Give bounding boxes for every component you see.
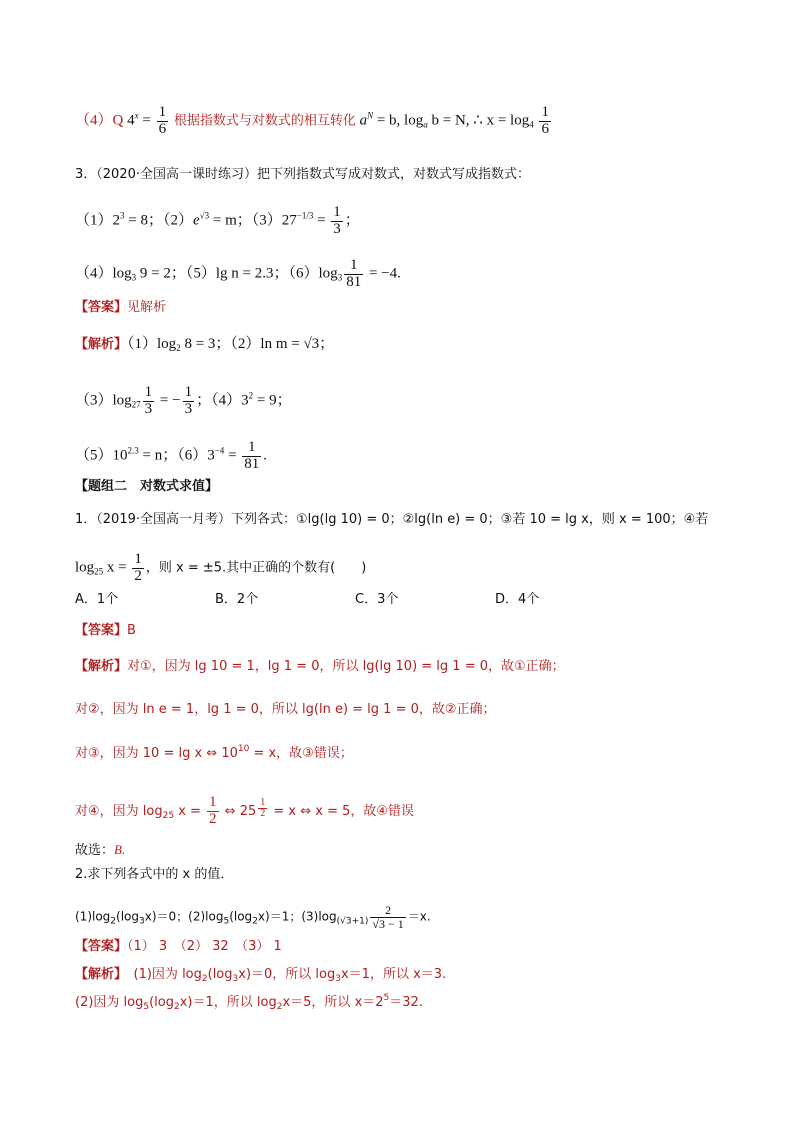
answer-tag: 【答案】 [75, 939, 128, 954]
option-b[interactable]: B．2个 [215, 592, 259, 607]
explanation-text: 根据指数式与对数式的相互转化 [173, 113, 356, 129]
q2-answer [75, 940, 282, 953]
sub: 2 [110, 916, 117, 927]
text: 8 = 3；（2）ln m = √3； [180, 336, 335, 352]
text: ＝32. [389, 995, 423, 1010]
answer-text: 见解析 [127, 300, 167, 315]
text: x)＝1；(3)log [257, 909, 337, 924]
exp: −1/3 [296, 210, 314, 221]
denominator: 81 [244, 455, 260, 472]
choice-label: 故选： [75, 843, 115, 858]
q3-analysis-2 [75, 385, 292, 418]
fraction [132, 552, 144, 585]
text: (1)log [75, 909, 111, 924]
fraction [344, 258, 363, 291]
text: （5）10 [75, 447, 128, 464]
sub: 25 [94, 566, 104, 577]
denominator: 81 [346, 273, 362, 290]
end: . [263, 447, 268, 464]
q1-stem-2 [75, 552, 366, 585]
numerator: 1 [349, 257, 358, 273]
denominator: 2 [134, 567, 142, 584]
text: log [75, 559, 95, 576]
answer-text: （1） 3 （2） 32 （3） 1 [127, 939, 282, 954]
q2-parts [75, 904, 431, 930]
analysis-tag: 【解析】 [75, 967, 121, 982]
text: x)＝0，所以 log [238, 967, 336, 982]
text: 对③，因为 10 = lg x ⇔ 10 [75, 746, 238, 761]
q2-analysis-1 [75, 968, 446, 984]
numerator: 1 [184, 384, 193, 400]
fraction [183, 385, 195, 418]
sub: 2 [174, 1002, 180, 1012]
exp: 5 [383, 993, 390, 1003]
text: (2)因为 log [75, 995, 144, 1010]
q1-stem-1: 1．（2019·全国高一月考）下列各式：①lg(lg 10) = 0；②lg(ln e) = 0；③若 10 = lg x，则 x = 100；④若 [75, 512, 709, 527]
rule-text: = b, log [373, 112, 424, 129]
fraction [143, 385, 155, 418]
exp: −4 [214, 445, 225, 456]
text: x＝5，所以 x＝2 [282, 995, 384, 1010]
text: x)＝0；(2)log [144, 909, 224, 924]
fraction [242, 440, 261, 473]
q1-analysis-3 [75, 745, 353, 760]
numerator: 1 [260, 796, 266, 808]
q1-analysis-2: 对②，因为 ln e = 1，lg 1 = 0，所以 lg(ln e) = lg 1 = 0，故②正确； [75, 702, 496, 717]
rule-sub: a [423, 119, 428, 130]
numerator: 1 [144, 384, 153, 400]
part-b-rest: = m；（3）27 [209, 212, 297, 229]
fraction [207, 795, 219, 828]
denominator: 3 [144, 400, 153, 417]
sub: 3 [335, 974, 341, 984]
exp: 2.3 [127, 445, 139, 456]
sub: 3 [232, 974, 239, 984]
rule-tail: b = N, ∴ x = log [427, 112, 530, 129]
denominator: √3 − 1 [372, 916, 404, 931]
exp: 10 [237, 744, 250, 754]
sub: 27 [131, 399, 141, 410]
q2-4-line [75, 105, 553, 138]
fraction [331, 205, 343, 238]
sub: 25 [162, 810, 175, 821]
part-a-rest: = 8；（2） [124, 212, 193, 229]
sub: 2 [276, 1002, 283, 1012]
denominator: 6 [158, 120, 167, 137]
q3-line2 [75, 258, 401, 291]
numerator: 1 [209, 794, 217, 810]
q3-line1 [75, 205, 360, 238]
denominator: 2 [260, 808, 266, 820]
text: x = [103, 559, 131, 576]
exponent: x [134, 110, 139, 121]
numerator: 1 [541, 104, 549, 120]
sub: 3 [337, 272, 343, 283]
q1-analysis-4 [75, 795, 414, 828]
numerator: 2 [385, 903, 392, 917]
text: x)＝1，所以 log [179, 995, 277, 1010]
text: = n；（6）3 [138, 447, 215, 464]
exp: √3 [199, 210, 210, 221]
part-a-rest: 9 = 2；（5）lg n = 2.3；（6）log [136, 265, 338, 282]
sub: 2 [201, 974, 208, 984]
q3-stem: 3．（2020·全国高一课时练习）把下列指数式写成对数式，对数式写成指数式： [75, 167, 530, 182]
text: (log [116, 909, 140, 924]
q3-analysis-1 [75, 337, 334, 353]
exp-fraction [258, 798, 267, 820]
denominator: 2 [209, 810, 217, 827]
text: = x ⇔ x = 5，故④错误 [269, 803, 415, 819]
result-sub: 4 [529, 119, 534, 130]
q1-answer [75, 624, 136, 637]
text: (log [207, 967, 233, 982]
part-a: （4）log [75, 265, 132, 282]
equals: = [224, 447, 241, 464]
text: = 9； [253, 392, 292, 409]
q2-analysis-2 [75, 994, 423, 1012]
sub: 3 [131, 272, 137, 283]
sub: (√3+1) [336, 916, 369, 927]
q1-choice [75, 843, 125, 857]
answer-tag: 【答案】 [75, 300, 128, 315]
analysis-tag: 【解析】 [75, 659, 128, 674]
text: (1)因为 log [120, 967, 202, 982]
sub: 5 [223, 916, 230, 927]
text: 对④，因为 log [75, 803, 163, 819]
exp: 3 [120, 210, 125, 221]
analysis-tag: 【解析】 [75, 337, 128, 352]
numerator: 1 [333, 204, 341, 220]
end: ； [344, 212, 360, 229]
base: 4 [127, 112, 135, 129]
text: = x，故③错误； [249, 746, 353, 761]
q1-options [75, 593, 635, 606]
text: x＝1，所以 x＝3. [340, 967, 447, 982]
sub: 2 [252, 916, 258, 927]
option-d[interactable]: D．4个 [495, 592, 540, 607]
equals: = [313, 212, 330, 229]
rule-base: a [359, 112, 368, 129]
q1-analysis-1 [75, 660, 565, 673]
option-a[interactable]: A．1个 [75, 592, 119, 607]
fraction [157, 105, 169, 138]
choice-value: B. [114, 842, 126, 857]
text: ，则 x = ±5.其中正确的个数有( ) [145, 560, 367, 576]
rest: = −4. [365, 265, 401, 282]
denominator: 3 [184, 400, 193, 417]
denominator: 6 [541, 120, 549, 137]
text: ⇔ 25 [220, 803, 257, 819]
text: （3）log [75, 392, 132, 409]
text: (log [229, 909, 253, 924]
sub: 3 [139, 916, 145, 927]
text: ；（4）3 [196, 392, 249, 409]
option-c[interactable]: C．3个 [355, 592, 399, 607]
rule-exponent: N [367, 110, 374, 121]
part-a: （1）2 [75, 212, 121, 229]
q2-stem: 2.求下列各式中的 x 的值． [75, 867, 234, 882]
text: 对①，因为 lg 10 = 1，lg 1 = 0，所以 lg(lg 10) = lg 1 = 0，故①正确； [127, 659, 565, 674]
sub: 5 [143, 1002, 150, 1012]
equals: = [138, 112, 155, 129]
answer-tag: 【答案】 [75, 623, 128, 638]
group-heading: 【题组二 对数式求值】 [75, 479, 219, 494]
denominator: 3 [333, 220, 341, 237]
numerator: 1 [134, 551, 142, 567]
equals: = − [156, 392, 181, 409]
text: (log [149, 995, 174, 1010]
text: ＝x. [407, 909, 431, 924]
fraction [370, 904, 405, 930]
result-fraction [539, 105, 551, 138]
sub: 2 [176, 343, 181, 353]
q3-answer [75, 301, 166, 314]
numerator: 1 [158, 104, 167, 120]
q3-analysis-3 [75, 440, 267, 473]
numerator: 1 [248, 439, 256, 455]
exp: 2 [248, 390, 254, 401]
text: （1）log [127, 336, 177, 352]
answer-text: B [127, 623, 136, 638]
e-base: e [192, 212, 200, 229]
text: x = [174, 803, 206, 819]
item-label: （4）Q [75, 112, 124, 129]
